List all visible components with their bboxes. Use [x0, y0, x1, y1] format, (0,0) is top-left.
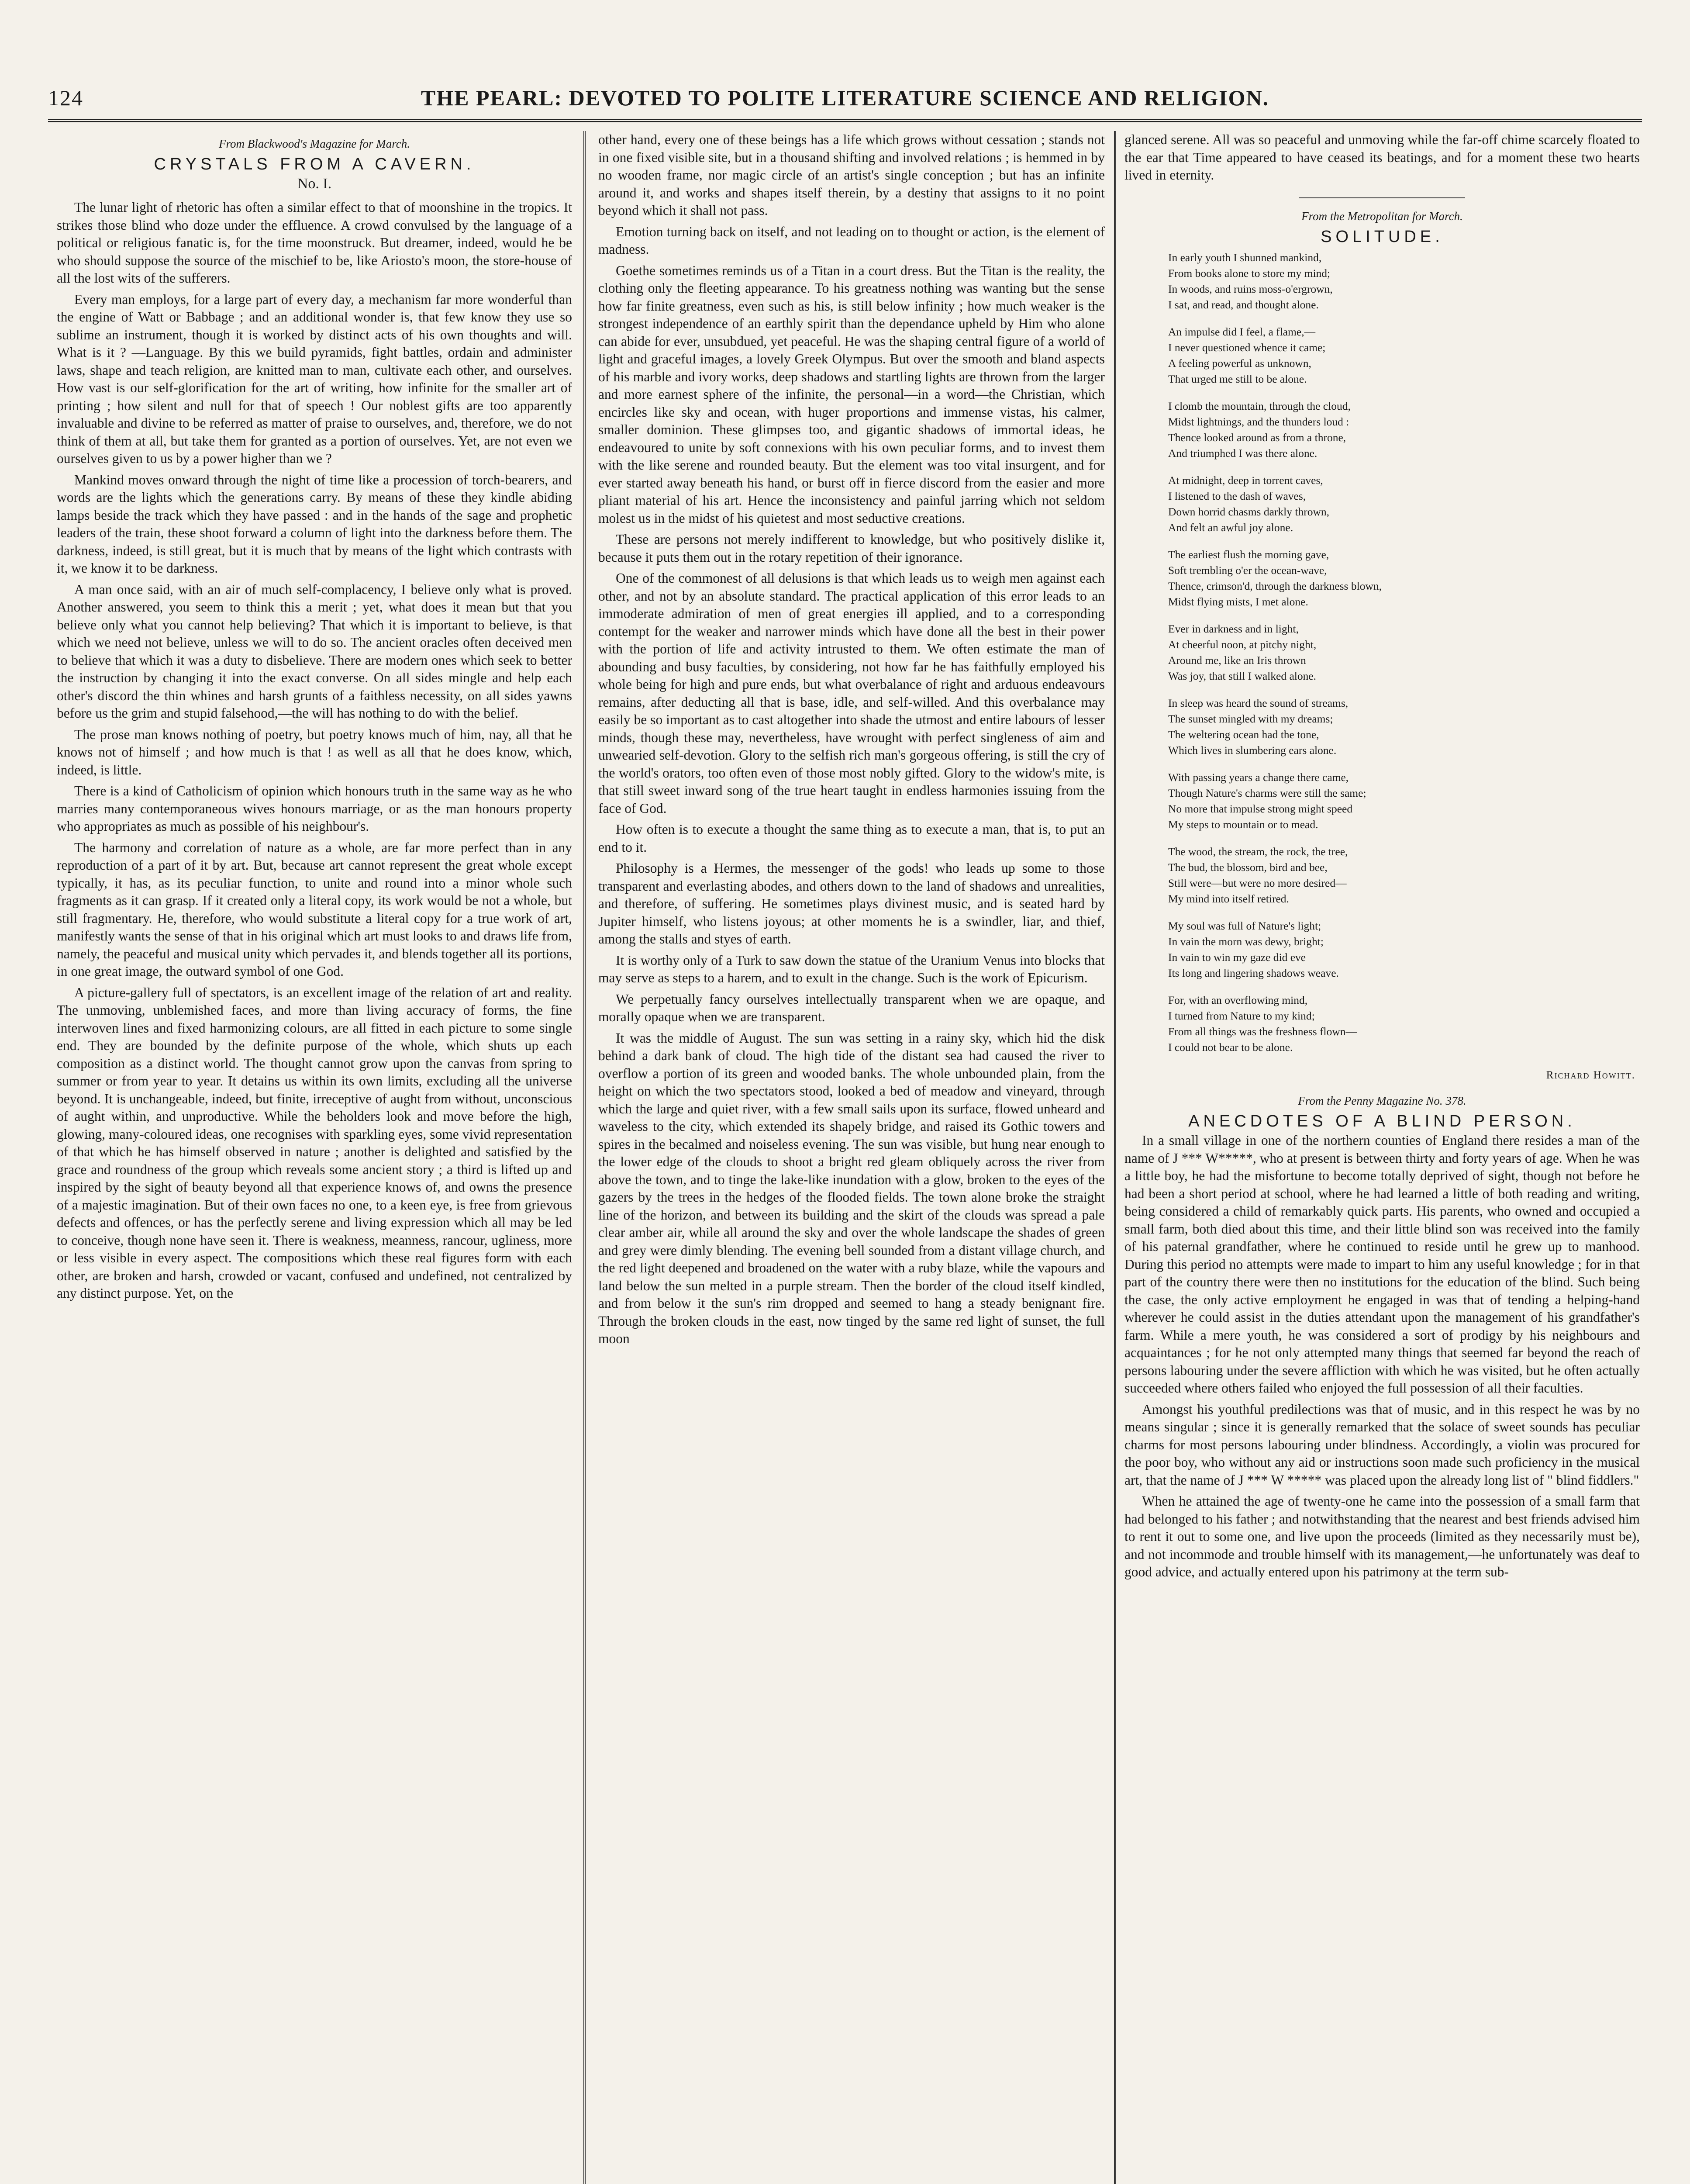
poem-line: Was joy, that still I walked alone. — [1168, 670, 1317, 682]
paragraph: There is a kind of Catholicism of opinion which honours truth in the same way as he who marries many contemporaneous wives honours marriage, or as the man honours property who appropriates as much as possible of his neighbour's. — [57, 783, 572, 834]
paragraph: glanced serene. All was so peaceful and unmoving while the far-off chime scarcely floated to the ear that Time appeared to have ceased its beatings, and for a moment these two hearts lived in eternity. — [1124, 132, 1640, 183]
page-number: 124 — [48, 86, 83, 110]
poem-line: I never questioned whence it came; — [1168, 341, 1326, 354]
column-divider — [583, 131, 586, 2184]
poem-line: The wood, the stream, the rock, the tree, — [1168, 845, 1348, 858]
poem-line: In woods, and ruins moss-o'ergrown, — [1168, 283, 1333, 295]
paragraph: Amongst his youthful predilections was that of music, and in this respect he was by no means singular ; since it is generally remarked that the solace of sweet sounds has peculiar charms for most persons labouring under blindness. Accordingly, a violin was procured for the poor boy, who without any aid or instructions soon made such proficiency in the musical art, that the name of J *** W ***** was placed upon the already long list of " blind fiddlers." — [1124, 1401, 1640, 1488]
stanza — [1168, 844, 1640, 907]
poem-line: My soul was full of Nature's light; — [1168, 919, 1321, 932]
paragraph: Emotion turning back on itself, and not leading on to thought or action, is the element of madness. — [598, 224, 1105, 257]
paragraph: The lunar light of rhetoric has often a similar effect to that of moonshine in the tropics. It strikes those blind who doze under the effluence. A crowd convulsed by the language of a political or religious fanatic is, for the time moonstruck. But dreamer, indeed, would he be who should suppose the source of the mischief to be, like Ariosto's moon, the store-house of all the lost wits of the sufferers. — [57, 200, 572, 286]
poem-line: From all things was the freshness flown— — [1168, 1025, 1357, 1038]
paragraph: How often is to execute a thought the same thing as to execute a man, that is, to put an end to it. — [598, 822, 1105, 855]
paragraph: Philosophy is a Hermes, the messenger of the gods! who leads up some to those transparent and everlasting abodes, and others down to the land of shadows and unrealities, and therefore, of suffering. He sometimes plays divinest music, and is seated hard by Jupiter himself, who listens joyous; at other moments he is a swindler, liar, and thief, among the stalls and styes of earth. — [598, 860, 1105, 947]
running-header — [48, 85, 1642, 116]
paragraph: We perpetually fancy ourselves intellectually transparent when we are opaque, and morally opaque when we are transparent. — [598, 991, 1105, 1024]
poem-line: Thence, crimson'd, through the darkness blown, — [1168, 580, 1382, 592]
stanza — [1168, 770, 1640, 833]
poem-line: In early youth I shunned mankind, — [1168, 251, 1322, 264]
poem-line: I clomb the mountain, through the cloud, — [1168, 400, 1351, 412]
stanza — [1168, 621, 1640, 684]
article-source: From Blackwood's Magazine for March. — [219, 137, 410, 150]
poem-line: In vain the morn was dewy, bright; — [1168, 935, 1324, 948]
poem-line: Thence looked around as from a throne, — [1168, 431, 1346, 444]
article-title: CRYSTALS FROM A CAVERN. — [154, 155, 475, 173]
stanza — [1168, 324, 1640, 387]
poem-line: The sunset mingled with my dreams; — [1168, 712, 1333, 725]
poem-source: From the Metropolitan for March. — [1301, 209, 1463, 223]
poem-line: Down horrid chasms darkly thrown, — [1168, 505, 1329, 518]
article-number: No. I. — [297, 175, 332, 192]
paragraph: When he attained the age of twenty-one he came into the possession of a small farm that had belonged to his father ; and notwithstanding that the nearest and best friends advised him to rent it out to some one, and live upon the proceeds (limited as they necessarily must be), and not incommode and trouble himself with its management,—he unfortunately was deaf to good advice, and actually entered upon his patrimony at the term sub- — [1124, 1493, 1640, 1579]
poem-line: My steps to mountain or to mead. — [1168, 818, 1318, 831]
header-rule — [48, 119, 1642, 122]
poem-line: The earliest flush the morning gave, — [1168, 548, 1329, 561]
column-2 — [598, 131, 1105, 2184]
poem-line: And felt an awful joy alone. — [1168, 521, 1293, 534]
paragraph: The harmony and correlation of nature as a whole, are far more perfect than in any reproduction of a part of it by art. But, because art cannot represent the great whole except typically, it has, as its peculiar function, to unite and round into a minor whole such fragments as it can grasp. If it created only a literal copy, its work would be not a whole, but still fragmentary. He, therefore, who would substitute a literal copy for a true work of art, manifestly wants the sense of that in his original which art must looks to and draws life from, namely, the peaceful and musical unity which pervades it, and blends together all its portions, in one great image, the outward symbol of one God. — [57, 840, 572, 979]
poem — [1168, 250, 1640, 1055]
paragraph: Every man employs, for a large part of every day, a mechanism far more wonderful than the engine of Watt or Babbage ; and an additional wonder is, that few know they use so sublime an instrument, though it is worked by distinct acts of his own thoughts and will. What is it ? —Language. By this we build pyramids, fight battles, ordain and administer laws, shape and teach religion, are knitted man to man, cultivate each other, and ourselves. How vast is our self-glorification for the art of writing, how infinite for the smaller art of printing ; how silent and null for that of speech ! Our noblest gifts are too apparently invaluable and divine to be referred as matter of praise to ourselves, and, therefore, we do not think of them at all, but take them for granted as a portion of ourselves. Yet, are not even we ourselves given to us by a power higher than we ? — [57, 291, 572, 466]
poem-line: In vain to win my gaze did eve — [1168, 951, 1306, 964]
stanza — [1168, 547, 1640, 610]
paragraph: One of the commonest of all delusions is that which leads us to weigh men against each other, and not by an absolute standard. The practical application of this error leads to an immoderate admiration of men of great energies ill applied, and to a corresponding contempt for the weaker and narrower minds which have done all the best in their power with the portion of life and activity intrusted to them. We often estimate the man of abounding and busy faculties, by considering, not how far he has faithfully employed his whole being for high and pure ends, but what overbalance of right and arduous endeavours remains, after deducting all that is base, idle, and self-willed. And this overbalance may easily be so important as to cast altogether into shade the utmost and entire labours of lesser minds, though these may, nevertheless, have wrought with perfect singleness of aim and unwearied self-devotion. Glory to the selfish rich man's gorgeous offering, is still the cry of the world's orators, too often even of those most nobly gifted. Glory to the widow's mite, is that still sweet inward song of the true heart taught in endless harmonies issuing from the face of God. — [598, 570, 1105, 816]
poem-line: Its long and lingering shadows weave. — [1168, 967, 1339, 979]
poem-line: From books alone to store my mind; — [1168, 267, 1331, 280]
paragraph: In a small village in one of the northern counties of England there resides a man of the name of J *** W*****, who at present is between thirty and forty years of age. When he was a little boy, he had the misfortune to become totally deprived of sight, though not before he had been a short period at school, where he had learned a little of both reading and writing, being considered a child of remarkably quick parts. His parents, who owned and occupied a small farm, both died about this time, and their little blind son was received into the family of his paternal grandfather, where he continued to reside until he grew up to manhood. During this period no attempts were made to impart to him any useful knowledge ; for in that part of the country there were then no institutions for the education of the blind. Such being the case, the only active employment he engaged in was that of tending a helping-hand wherever he could assist in the duties attendant upon the management of his grandfather's farm. While a mere youth, he was considered a sort of prodigy by his neighbours and acquaintances ; for he not only attempted many things that seemed far beyond the reach of persons labouring under the severe affliction with which he was visited, but he often actually succeeded where others failed who enjoyed the full possession of all their faculties. — [1124, 1133, 1640, 1396]
poem-line: The bud, the blossom, bird and bee, — [1168, 861, 1328, 874]
stanza — [1168, 918, 1640, 981]
poem-line: An impulse did I feel, a flame,— — [1168, 325, 1316, 338]
column-3 — [1124, 131, 1640, 2184]
poem-line: For, with an overflowing mind, — [1168, 994, 1308, 1006]
poem-line: At midnight, deep in torrent caves, — [1168, 474, 1323, 487]
poem-line: Though Nature's charms were still the same; — [1168, 787, 1366, 799]
poem-line: I could not bear to be alone. — [1168, 1041, 1293, 1054]
poem-line: The weltering ocean had the tone, — [1168, 728, 1319, 741]
paragraph: other hand, every one of these beings has a life which grows without cessation ; stands not in one fixed visible site, but in a thousand shifting and involved relations ; is hemmed in by no wooden frame, nor magic circle of an artist's single conception ; but has an infinite around it, and works and shapes itself therein, by a destiny that assigns to it no point beyond which it shall not pass. — [598, 132, 1105, 218]
paragraph: A man once said, with an air of much self-complacency, I believe only what is proved. Another answered, you seem to think this a merit ; yet, what does it mean but that you believe only what you cannot help believing? That which it is important to believe, is that which we need not believe, unless we will to do so. The ancient oracles often deceived men to believe that which it was a duty to disbelieve. There are modern ones which seek to better the instruction by changing it into the exact converse. On all sides mingle and help each other's discord the thin whines and harsh grunts of a faithless necessity, on all sides yawns before us the grim and stupid falsehood,—the will has nothing to do with the belief. — [57, 581, 572, 721]
paragraph: It is worthy only of a Turk to saw down the statue of the Uranium Venus into blocks that may serve as steps to a harem, and to exult in the change. Such is the work of Epicurism. — [598, 952, 1105, 985]
paragraph: The prose man knows nothing of poetry, but poetry knows much of him, nay, all that he knows not of himself ; and how much is that ! as well as all that he does know, which, indeed, is little. — [57, 726, 572, 778]
poem-line: A feeling powerful as unknown, — [1168, 357, 1311, 370]
poem-line: Midst lightnings, and the thunders loud : — [1168, 415, 1349, 428]
stanza — [1168, 992, 1640, 1055]
article-title: ANECDOTES OF A BLIND PERSON. — [1188, 1112, 1576, 1130]
publication-title: THE PEARL: DEVOTED TO POLITE LITERATURE SCIENCE AND RELIGION. — [421, 86, 1269, 110]
poem-line: With passing years a change there came, — [1168, 771, 1349, 784]
paragraph: A picture-gallery full of spectators, is an excellent image of the relation of art and reality. The unmoving, unblemished faces, and more than living accuracy of forms, the fine interwoven lines and fixed harmonizing colours, are all fitted in each picture to some single end. They are bounded by the definite purpose of the whole, which shuts up each composition as a distinct world. The thought cannot grow upon the canvas from spring to summer or from year to year. It detains us within its own limits, excluding all the universe beyond. It is unchangeable, indeed, but finite, irreceptive of aught from without, unconscious of aught within, and unproductive. While the beholders look and move before the high, glowing, many-coloured ideas, one recognises with sparkling eyes, some vivid representation of that which he has himself observed in nature ; another is delighted and satisfied by the grace and roundness of the group which reveals some ancient story ; a third is lifted up and inspired by the sight of beauty beyond all that experience knows of, and owns the presence of a majestic imagination. But of their own faces no one, to a keen eye, is free from grievous defects and offences, or has the perfectly serene and living expression which all may be led to conceive, though none have seen it. There is weakness, meanness, rancour, ugliness, more or less visible in every aspect. The compositions which these real figures form with each other, are broken and harsh, crowded or vacant, confused and undefined, not centralized by any distinct purpose. Yet, on the — [57, 985, 572, 1301]
poem-line: Which lives in slumbering ears alone. — [1168, 744, 1337, 757]
paragraph: These are persons not merely indifferent to knowledge, but who positively dislike it, because it puts them out in the rotary repetition of their ignorance. — [598, 532, 1105, 565]
stanza — [1168, 250, 1640, 313]
poem-line: Still were—but were no more desired— — [1168, 877, 1347, 889]
stanza — [1168, 398, 1640, 461]
poem-line: At cheerful noon, at pitchy night, — [1168, 638, 1317, 651]
column-1 — [57, 131, 572, 2184]
stanza — [1168, 695, 1640, 758]
poem-line: In sleep was heard the sound of streams, — [1168, 697, 1349, 709]
poem-line: I sat, and read, and thought alone. — [1168, 298, 1319, 311]
paragraph: It was the middle of August. The sun was setting in a rainy sky, which hid the disk behind a dark bank of cloud. The high tide of the distant sea had caused the river to overflow a portion of its green and wooded banks. The whole unbounded plain, from the height on which the two spectators stood, looked a bed of meadow and vineyard, through which the large and quiet river, with a few small sails upon its surface, flowed unheard and waveless to the city, which extended its shapely bridge, and raised its Gothic towers and spires in the becalmed and noiseless evening. The sun was visible, but hung near enough to the lower edge of the clouds to shoot a bright red gleam obliquely across the river from above the town, and to tinge the lake-like inundation with a glow, broken to the eyes of the gazers by the trees in the hedges of the flooded fields. The town alone broke the straight line of the horizon, and between its building and the skirt of the clouds was spread a pale clear amber air, while all around the sky and over the whole landscape the shades of green and grey were dimly blending. The evening bell sounded from a distant village church, and the red light deepened and broadened on the water with a ruby blaze, while the vapours and land below the sun melted in a purple stream. Then the border of the cloud itself kindled, and from below it the sun's rim dropped and seemed to hang a steady benignant fire. Through the broken clouds in the east, now tinged by the same red light of sunset, the full moon — [598, 1030, 1105, 1346]
poem-author: Richard Howitt. — [1546, 1069, 1635, 1081]
poem-line: I turned from Nature to my kind; — [1168, 1009, 1315, 1022]
column-divider — [1114, 131, 1116, 2184]
poem-line: Around me, like an Iris thrown — [1168, 654, 1306, 667]
poem-line: Soft trembling o'er the ocean-wave, — [1168, 564, 1327, 577]
paragraph: Goethe sometimes reminds us of a Titan in a court dress. But the Titan is the reality, the clothing only the fleeting appearance. To his greatness nothing was wanting but the sense how far finite greatness, even such as his, is still below infinity ; how much weaker is the strongest independence of an earthly spirit than the dependance upheld by Him who alone can abide for ever, unsubdued, yet peaceful. He was the shaping central figure of a world of light and graceful images, a lovely Greek Olympus. But over the smooth and bland aspects of his marble and ivory works, deep shadows and startling lights are thrown from the larger and more earnest sphere of the infinite, the personal—in a word—the Christian, which encircles like sky and ocean, with huger proportions and immense vistas, his calmer, smaller dominion. These glimpses too, and gigantic shadows of immortal ideas, he endeavoured to unite by soft connexions with his own peculiar forms, and to invest them with the like serene and rounded beauty. But the element was too vital insurgent, and for ever started away beneath his hand, or burst off in fierce discord from the easier and more pliant material of his art. Hence the inconsistency and painful jarring which not seldom molest us in the midst of his quietest and most seductive creations. — [598, 263, 1105, 526]
paragraph: Mankind moves onward through the night of time like a procession of torch-bearers, and words are the lights which the generations carry. By means of these they kindle abiding lamps beside the track which they have passed : and in the hands of the sage and prophetic leaders of the train, these shoot forward a column of light into the darkness before them. The darkness, indeed, is still great, but it is much that by means of the light which contrasts with it, we know it to be darkness. — [57, 472, 572, 576]
poem-line: And triumphed I was there alone. — [1168, 447, 1318, 460]
section-rule — [1299, 197, 1465, 198]
poem-line: My mind into itself retired. — [1168, 892, 1289, 905]
poem-line: I listened to the dash of waves, — [1168, 490, 1306, 502]
poem-line: No more that impulse strong might speed — [1168, 802, 1353, 815]
poem-line: Ever in darkness and in light, — [1168, 622, 1299, 635]
poem-title: SOLITUDE. — [1321, 227, 1444, 246]
poem-line: Midst flying mists, I met alone. — [1168, 595, 1308, 608]
poem-line: That urged me still to be alone. — [1168, 373, 1307, 385]
article-source: From the Penny Magazine No. 378. — [1298, 1094, 1466, 1107]
stanza — [1168, 473, 1640, 536]
